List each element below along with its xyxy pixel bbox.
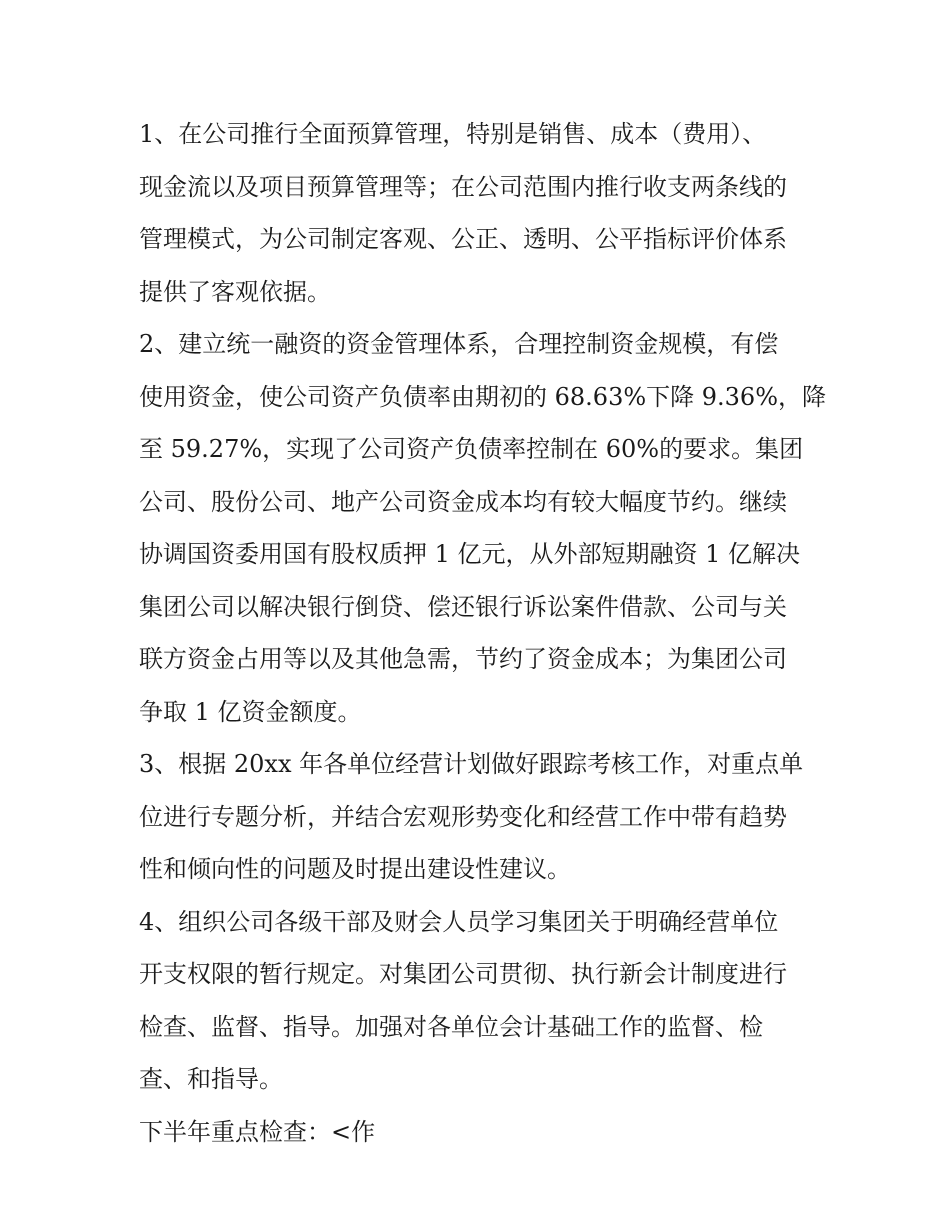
document-body xyxy=(139,108,827,1158)
text-line: 使用资金，使公司资产负债率由期初的 68.63%下降 9.36%，降 xyxy=(139,382,827,411)
text-line: 管理模式，为公司制定客观、公正、透明、公平指标评价体系 xyxy=(139,225,787,253)
text-line: 2、建立统一融资的资金管理体系，合理控制资金规模，有偿 xyxy=(139,330,779,358)
text-line: 公司、股份公司、地产公司资金成本均有较大幅度节约。继续 xyxy=(139,487,787,516)
text-line: 联方资金占用等以及其他急需，节约了资金成本；为集团公司 xyxy=(139,645,787,673)
paragraph-3 xyxy=(139,738,819,896)
paragraph-5 xyxy=(139,1106,819,1159)
text-line: 4、组织公司各级干部及财会人员学习集团关于明确经营单位 xyxy=(139,907,779,936)
paragraph-2 xyxy=(139,318,827,738)
text-line: 检查、监督、指导。加强对各单位会计基础工作的监督、检 xyxy=(139,1012,763,1041)
text-line: 3、根据 20xx 年各单位经营计划做好跟踪考核工作，对重点单 xyxy=(139,750,804,778)
text-line: 集团公司以解决银行倒贷、偿还银行诉讼案件借款、公司与关 xyxy=(139,592,787,621)
text-line: 下半年重点检查：<作 xyxy=(139,1117,376,1146)
paragraph-1 xyxy=(139,108,819,318)
text-line: 提供了客观依据。 xyxy=(139,277,331,306)
text-line: 位进行专题分析，并结合宏观形势变化和经营工作中带有趋势 xyxy=(139,802,787,831)
text-line: 至 59.27%，实现了公司资产负债率控制在 60%的要求。集团 xyxy=(139,435,804,463)
text-line: 性和倾向性的问题及时提出建设性建议。 xyxy=(139,855,571,883)
text-line: 查、和指导。 xyxy=(139,1065,283,1093)
paragraph-4 xyxy=(139,896,819,1106)
text-line: 开支权限的暂行规定。对集团公司贯彻、执行新会计制度进行 xyxy=(139,960,787,988)
text-line: 1、在公司推行全面预算管理，特别是销售、成本（费用）、 xyxy=(139,120,767,148)
text-line: 现金流以及项目预算管理等；在公司范围内推行收支两条线的 xyxy=(139,172,787,201)
text-line: 协调国资委用国有股权质押 1 亿元，从外部短期融资 1 亿解决 xyxy=(139,540,801,568)
text-line: 争取 1 亿资金额度。 xyxy=(139,697,362,726)
